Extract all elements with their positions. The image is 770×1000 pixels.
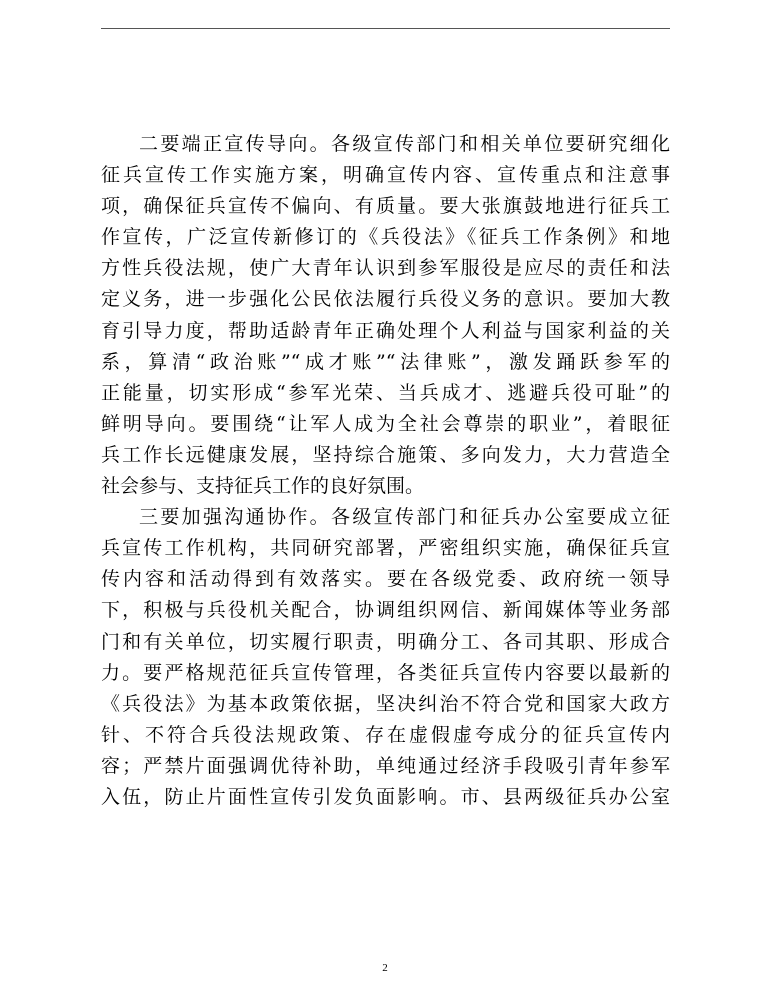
text-line: 容；严禁片面强调优待补助，单纯通过经济手段吸引青年参军 [101, 754, 670, 777]
text-line: 传内容和活动得到有效落实。要在各级党委、政府统一领导 [101, 568, 670, 591]
paragraph-communication-coordination [101, 502, 670, 813]
text-line: 系，算清“政治账”“成才账”“法律账”，激发踊跃参军的 [101, 350, 670, 373]
text-line: 兵宣传工作机构，共同研究部署，严密组织实施，确保征兵宣 [101, 537, 670, 560]
text-line: 门和有关单位，切实履行职责，明确分工、各司其职、形成合 [101, 630, 670, 653]
text-line: 三要加强沟通协作。各级宣传部门和征兵办公室要成立征 [139, 506, 670, 529]
page-number: 2 [382, 962, 388, 974]
header-rule [101, 28, 670, 29]
text-line: 入伍，防止片面性宣传引发负面影响。市、县两级征兵办公室 [101, 785, 670, 808]
text-line: 兵工作长远健康发展，坚持综合施策、多向发力，大力营造全 [101, 443, 670, 466]
text-line: 作宣传，广泛宣传新修订的《兵役法》《征兵工作条例》和地 [101, 226, 670, 249]
text-line: 二要端正宣传导向。各级宣传部门和相关单位要研究细化 [139, 133, 670, 155]
text-line: 项，确保征兵宣传不偏向、有质量。要大张旗鼓地进行征兵工 [101, 195, 670, 218]
text-line: 育引导力度，帮助适龄青年正确处理个人利益与国家利益的关 [101, 319, 670, 342]
text-line: 方性兵役法规，使广大青年认识到参军服役是应尽的责任和法 [101, 257, 670, 280]
text-line: 鲜明导向。要围绕“让军人成为全社会尊崇的职业”，着眼征 [101, 412, 670, 435]
paragraph-propaganda-guidance [101, 129, 670, 502]
text-line: 社会参与、支持征兵工作的良好氛围。 [101, 475, 425, 498]
text-line: 定义务，进一步强化公民依法履行兵役义务的意识。要加大教 [101, 288, 670, 311]
text-line: 征兵宣传工作实施方案，明确宣传内容、宣传重点和注意事 [101, 164, 670, 187]
text-line: 《兵役法》为基本政策依据，坚决纠治不符合党和国家大政方 [101, 692, 670, 715]
document-body [101, 129, 670, 813]
text-line: 下，积极与兵役机关配合，协调组织网信、新闻媒体等业务部 [101, 599, 670, 622]
text-line: 针、不符合兵役法规政策、存在虚假虚夸成分的征兵宣传内 [101, 723, 670, 746]
text-line: 正能量，切实形成“参军光荣、当兵成才、逃避兵役可耻”的 [101, 381, 670, 404]
text-line: 力。要严格规范征兵宣传管理，各类征兵宣传内容要以最新的 [101, 661, 670, 684]
